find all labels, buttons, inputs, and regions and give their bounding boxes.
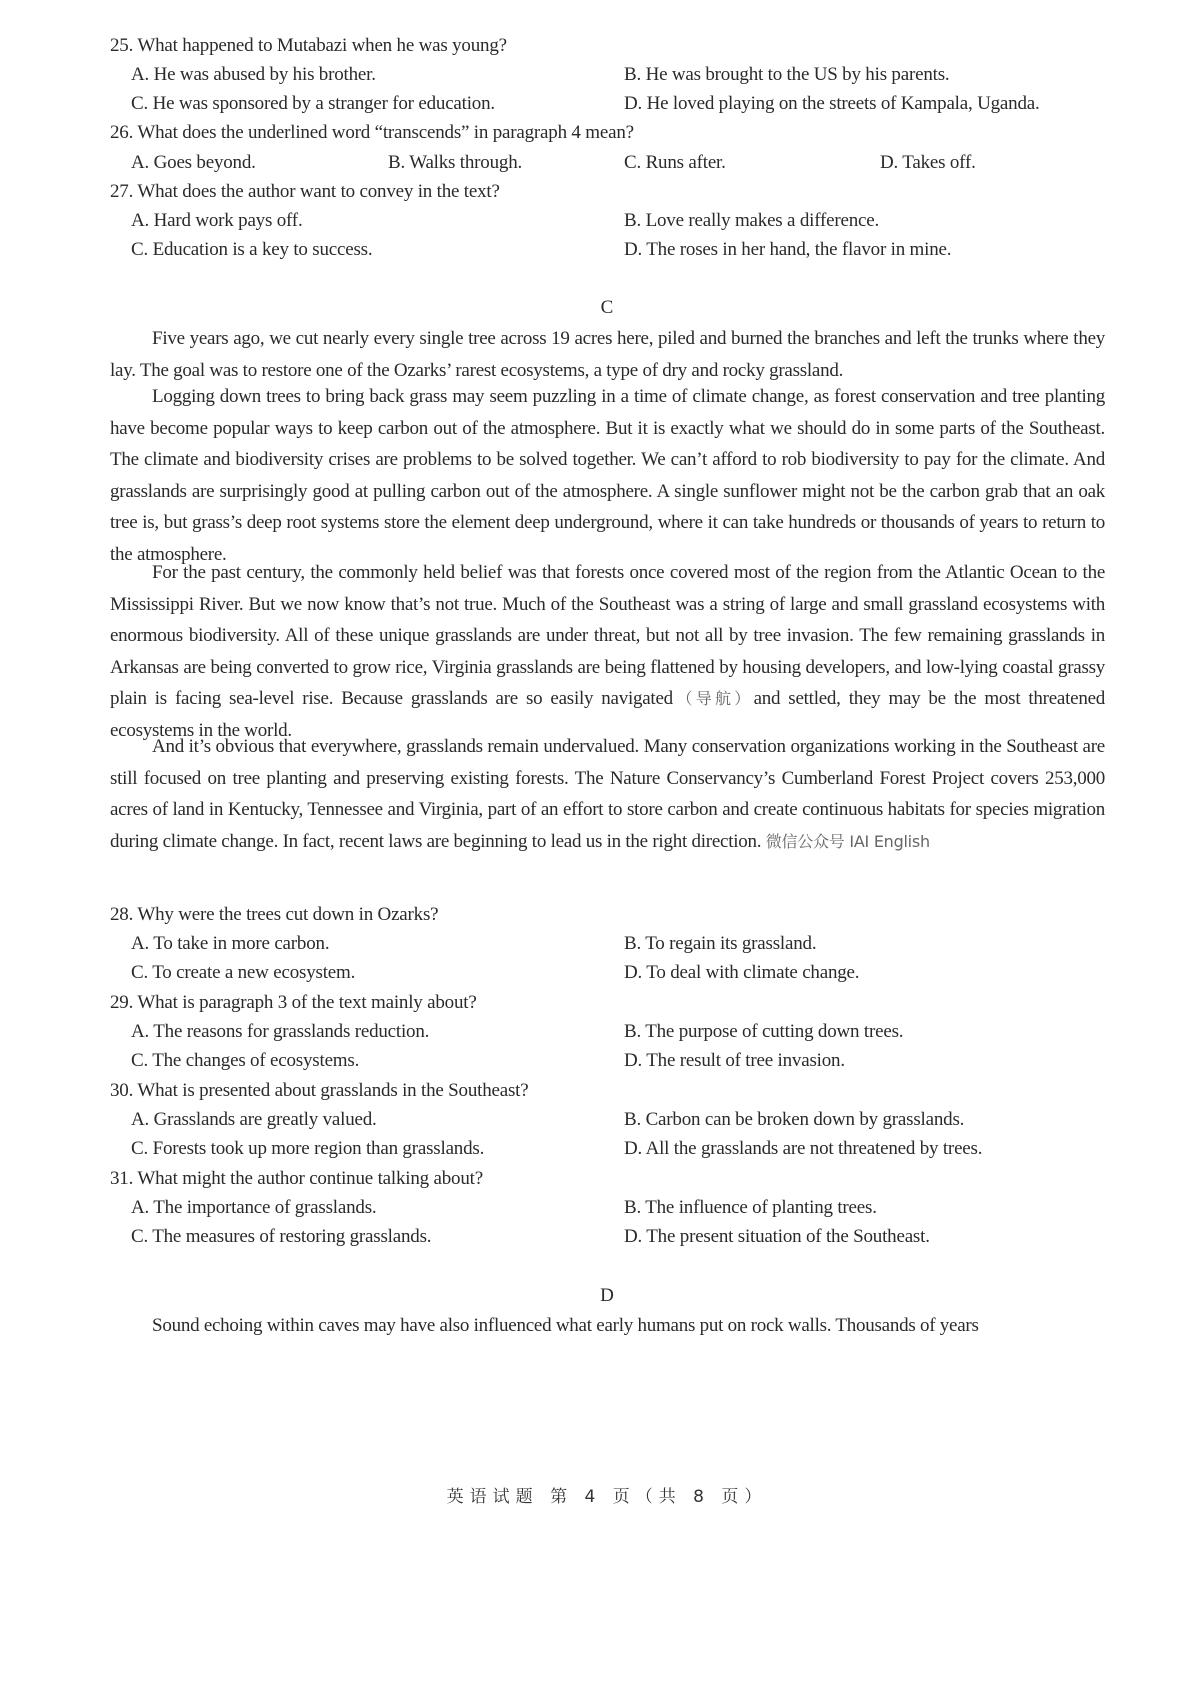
question-27-option-a: A. Hard work pays off. <box>131 210 303 231</box>
paragraph-4-text: And it’s obvious that everywhere, grasslands remain undervalued. Many conservation organizations working in the Southeast are still focused on tree planting and preserving existing forests. The Nature Conservancy’s Cumberland Forest Project covers 253,000 acres of land in Kentucky, Tennessee and Virginia, part of an effort to store carbon and create continuous habitats for species migration during climate change. In fact, recent laws are beginning to lead us in the right direction. <box>110 736 1105 852</box>
section-c-paragraph-1: Five years ago, we cut nearly every single tree across 19 acres here, piled and burned the branches and left the trunks where they lay. The goal was to restore one of the Ozarks’ rarest ecosystems, a type of dry and rocky grassland. <box>110 328 1105 381</box>
question-26-option-c: C. Runs after. <box>624 152 726 173</box>
section-d-heading: D <box>600 1285 614 1306</box>
page-footer: 英语试题 第 4 页（共 8 页） <box>446 1487 768 1507</box>
question-28-option-c: C. To create a new ecosystem. <box>131 962 356 983</box>
section-c-paragraph-3 <box>110 557 1105 747</box>
question-31-option-c: C. The measures of restoring grasslands. <box>131 1226 432 1247</box>
question-25-option-c: C. He was sponsored by a stranger for education. <box>131 93 495 114</box>
question-25-option-d: D. He loved playing on the streets of Kampala, Uganda. <box>624 93 1040 114</box>
question-27-option-d: D. The roses in her hand, the flavor in mine. <box>624 239 952 260</box>
paragraph-3-text: For the past century, the commonly held belief was that forests once covered most of the region from the Atlantic Ocean to the Mississippi River. But we now know that’s not true. Much of the Southeast was a string of large and small grassland ecosystems with enormous biodiversity. All of these unique grasslands are under threat, but not all by tree invasion. The few remaining grasslands in Arkansas are being converted to grow rice, Virginia grasslands are being flattened by housing developers, and low-lying coastal grassy plain is facing sea-level rise. Because grasslands are so easily navigated <box>110 562 1105 710</box>
question-26-stem: 26. What does the underlined word “transcends” in paragraph 4 mean? <box>110 122 634 143</box>
question-28-stem: 28. Why were the trees cut down in Ozarks? <box>110 904 439 925</box>
section-c-paragraph-4 <box>110 731 1105 857</box>
question-29-option-d: D. The result of tree invasion. <box>624 1050 845 1071</box>
gloss-navigate: （导航） <box>672 689 754 709</box>
question-25-option-b: B. He was brought to the US by his parents. <box>624 64 950 85</box>
question-30-option-d: D. All the grasslands are not threatened by trees. <box>624 1138 983 1159</box>
question-27-option-b: B. Love really makes a difference. <box>624 210 880 231</box>
question-31-option-a: A. The importance of grasslands. <box>131 1197 377 1218</box>
question-26-option-a: A. Goes beyond. <box>131 152 256 173</box>
question-28-option-b: B. To regain its grassland. <box>624 933 817 954</box>
question-28-option-d: D. To deal with climate change. <box>624 962 860 983</box>
question-26-option-b: B. Walks through. <box>388 152 523 173</box>
question-25-stem: 25. What happened to Mutabazi when he was young? <box>110 35 507 56</box>
question-31-option-b: B. The influence of planting trees. <box>624 1197 877 1218</box>
question-29-stem: 29. What is paragraph 3 of the text mainly about? <box>110 992 477 1013</box>
question-27-stem: 27. What does the author want to convey in the text? <box>110 181 500 202</box>
question-30-option-c: C. Forests took up more region than grasslands. <box>131 1138 485 1159</box>
question-31-stem: 31. What might the author continue talking about? <box>110 1168 483 1189</box>
question-30-stem: 30. What is presented about grasslands in the Southeast? <box>110 1080 529 1101</box>
section-c-paragraph-2: Logging down trees to bring back grass may seem puzzling in a time of climate change, as forest conservation and tree planting have become popular ways to keep carbon out of the atmosphere. But it is exactly what we should do in some parts of the Southeast. The climate and biodiversity crises are problems to be solved together. We can’t afford to rob biodiversity to pay for the climate. And grasslands are surprisingly good at pulling carbon out of the atmosphere. A single sunflower might not be the carbon grab that an oak tree is, but grass’s deep root systems store the element deep underground, where it can take hundreds or thousands of years to return to the atmosphere. <box>110 386 1105 565</box>
question-29-option-a: A. The reasons for grasslands reduction. <box>131 1021 430 1042</box>
question-31-option-d: D. The present situation of the Southeast. <box>624 1226 930 1247</box>
question-29-option-c: C. The changes of ecosystems. <box>131 1050 360 1071</box>
question-28-option-a: A. To take in more carbon. <box>131 933 330 954</box>
question-25-option-a: A. He was abused by his brother. <box>131 64 376 85</box>
section-d-first-line: Sound echoing within caves may have also influenced what early humans put on rock walls. Thousands of years <box>152 1315 979 1336</box>
section-c-heading: C <box>600 297 614 318</box>
question-30-option-b: B. Carbon can be broken down by grasslands. <box>624 1109 965 1130</box>
question-30-option-a: A. Grasslands are greatly valued. <box>131 1109 377 1130</box>
question-29-option-b: B. The purpose of cutting down trees. <box>624 1021 904 1042</box>
paragraph-3-tail: and settled, they may be the most threatened ecosystems in the world. <box>110 688 1106 741</box>
watermark: 微信公众号 IAI English <box>765 831 930 851</box>
question-27-option-c: C. Education is a key to success. <box>131 239 373 260</box>
question-26-option-d: D. Takes off. <box>880 152 976 173</box>
